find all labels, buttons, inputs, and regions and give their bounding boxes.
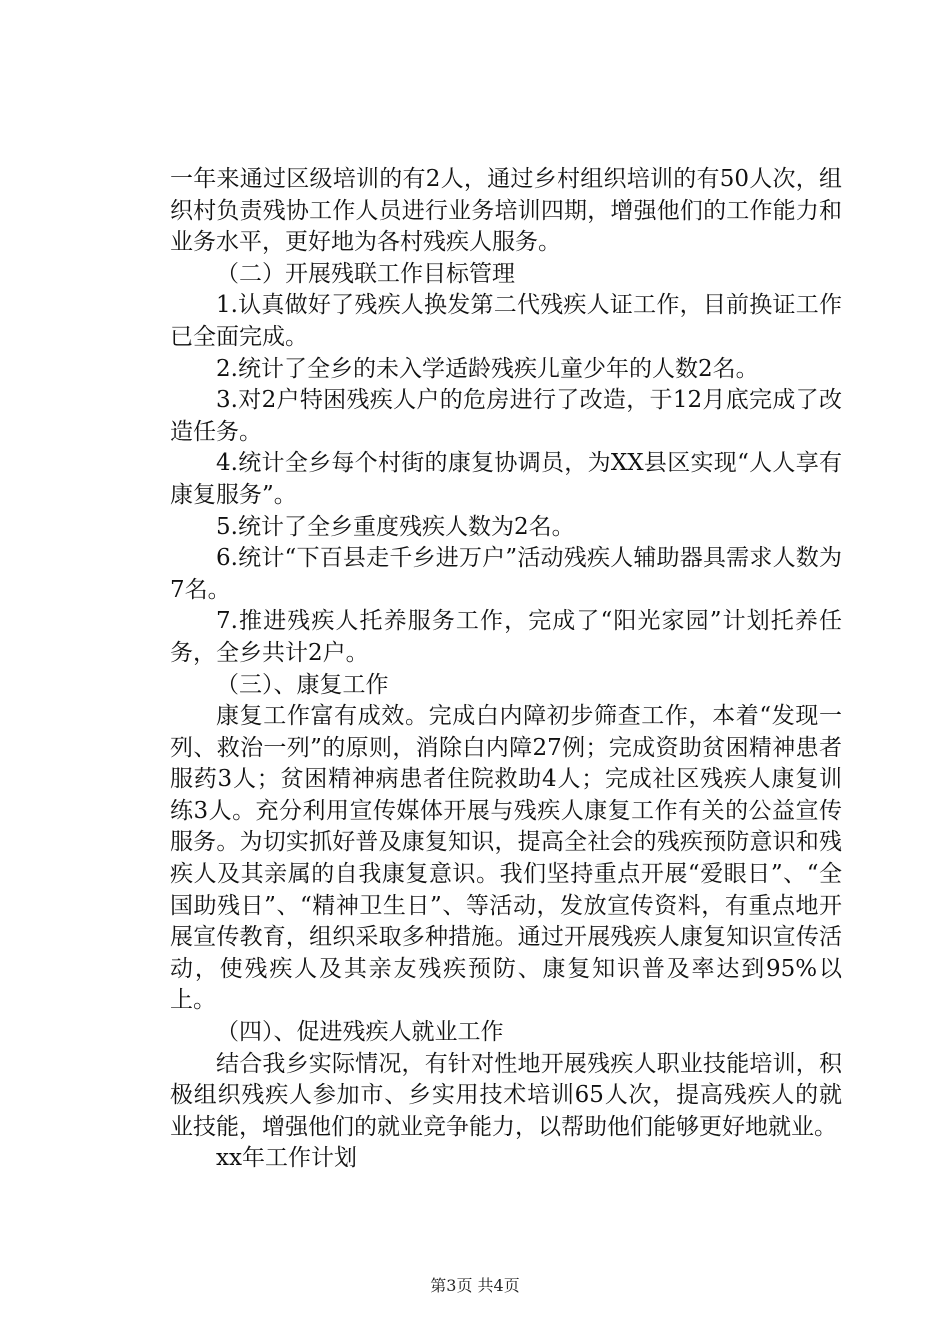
list-item-6: 6.统计“下百县走千乡进万户”活动残疾人辅助器具需求人数为7名。 — [170, 545, 842, 603]
paragraph-training-summary: 一年来通过区级培训的有2人，通过乡村组织培训的有50人次，组织村负责残协工作人员进行业务培训四期，增强他们的工作能力和业务水平，更好地为各村残疾人服务。 — [170, 166, 842, 256]
paragraph-employment: 结合我乡实际情况，有针对性地开展残疾人职业技能培训，积极组织残疾人参加市、乡实用技术培训65人次，提高残疾人的就业技能，增强他们的就业竞争能力，以帮助他们能够更好地就业。 — [170, 1050, 842, 1140]
list-item-7: 7.推进残疾人托养服务工作，完成了“阳光家园”计划托养任务，全乡共计2户。 — [170, 608, 842, 666]
page-footer — [0, 1273, 950, 1296]
section-heading-plan: xx年工作计划 — [216, 1145, 357, 1172]
list-item-5: 5.统计了全乡重度残疾人数为2名。 — [216, 513, 575, 540]
list-item-1: 1.认真做好了残疾人换发第二代残疾人证工作，目前换证工作已全面完成。 — [170, 292, 842, 350]
section-heading-2: （二）开展残联工作目标管理 — [216, 260, 515, 287]
section-heading-4: （四）、促进残疾人就业工作 — [216, 1019, 504, 1046]
paragraph-rehabilitation: 康复工作富有成效。完成白内障初步筛查工作，本着“发现一列、救治一列”的原则，消除白内障27例；完成资助贫困精神患者服药3人；贫困精神病患者住院救助4人；完成社区残疾人康复训练3人。充分利用宣传媒体开展与残疾人康复工作有关的公益宣传服务。为切实抓好普及康复知识，提高全社会的残疾预防意识和残疾人及其亲属的自我康复意识。我们坚持重点开展“爱眼日”、“全国助残日”、“精神卫生日”、等活动，发放宣传资料，有重点地开展宣传教育，组织采取多种措施。通过开展残疾人康复知识宣传活动，使残疾人及其亲友残疾预防、康复知识普及率达到95%以上。 — [170, 703, 842, 1014]
page-number: 第3页 共4页 — [430, 1276, 520, 1295]
list-item-3: 3.对2户特困残疾人户的危房进行了改造，于12月底完成了改造任务。 — [170, 387, 842, 445]
section-heading-3: （三）、康复工作 — [216, 671, 389, 698]
list-item-2: 2.统计了全乡的未入学适龄残疾儿童少年的人数2名。 — [216, 355, 759, 382]
document-body — [170, 164, 842, 1175]
list-item-4: 4.统计全乡每个村街的康复协调员，为XX县区实现“人人享有康复服务”。 — [170, 450, 842, 508]
